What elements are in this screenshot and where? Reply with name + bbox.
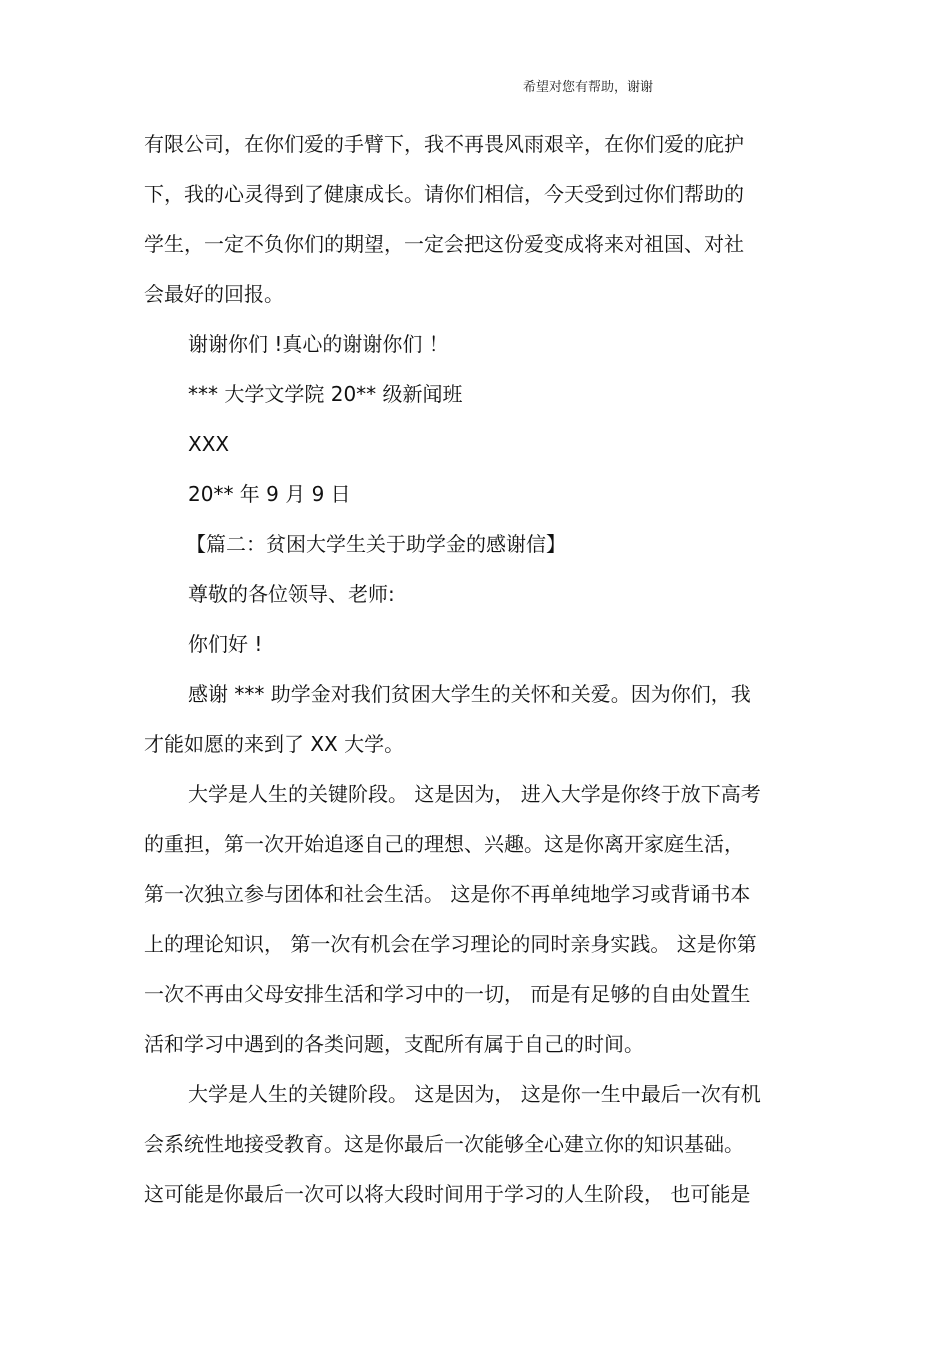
text-line: 活和学习中遇到的各类问题，支配所有属于自己的时间。: [144, 1032, 644, 1056]
text-line: 上的理论知识， 第一次有机会在学习理论的同时亲身实践。 这是你第: [144, 932, 757, 956]
signature-date: 20** 年 9 月 9 日: [188, 482, 351, 506]
text-line: 感谢 *** 助学金对我们贫困大学生的关怀和关爱。因为你们，我: [188, 682, 751, 706]
text-line: 大学是人生的关键阶段。 这是因为， 这是你一生中最后一次有机: [188, 1082, 761, 1106]
text-line: 学生，一定不负你们的期望，一定会把这份爱变成将来对祖国、对社: [144, 232, 744, 256]
signature-name: XXX: [188, 432, 230, 456]
text-line: 谢谢你们 !真心的谢谢你们 ！: [188, 332, 449, 356]
text-line: 的重担，第一次开始追逐自己的理想、兴趣。这是你离开家庭生活，: [144, 832, 744, 856]
text-line: 第一次独立参与团体和社会生活。 这是你不再单纯地学习或背诵书本: [144, 882, 751, 906]
section-title: 【篇二：贫困大学生关于助学金的感谢信】: [186, 532, 566, 556]
page-header: 希望对您有帮助，谢谢: [523, 80, 654, 95]
greeting: 你们好 !: [188, 632, 263, 656]
text-line: 有限公司，在你们爱的手臂下，我不再畏风雨艰辛，在你们爱的庇护: [144, 132, 744, 156]
text-line: 下，我的心灵得到了健康成长。请你们相信，今天受到过你们帮助的: [144, 182, 744, 206]
text-line: 会最好的回报。: [144, 282, 284, 306]
text-line: 大学是人生的关键阶段。 这是因为， 进入大学是你终于放下高考: [188, 782, 761, 806]
text-line: 会系统性地接受教育。这是你最后一次能够全心建立你的知识基础。: [144, 1132, 744, 1156]
signature-department: *** 大学文学院 20** 级新闻班: [188, 382, 463, 406]
text-line: 一次不再由父母安排生活和学习中的一切， 而是有足够的自由处置生: [144, 982, 751, 1006]
text-line: 才能如愿的来到了 XX 大学。: [144, 732, 405, 756]
salutation: 尊敬的各位领导、老师:: [188, 582, 395, 606]
text-line: 这可能是你最后一次可以将大段时间用于学习的人生阶段， 也可能是: [144, 1182, 751, 1206]
